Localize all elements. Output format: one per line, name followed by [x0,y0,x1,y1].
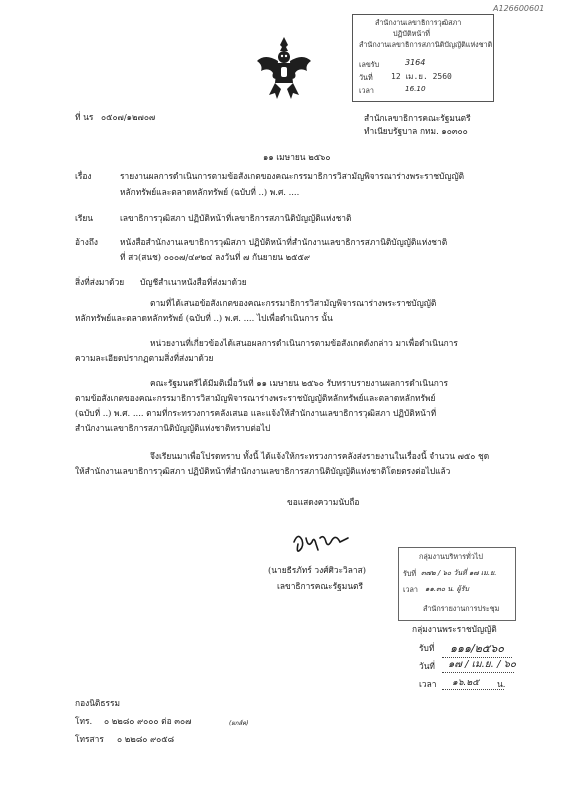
ref-label: ที่ นร [75,112,94,122]
garuda-emblem [255,35,313,103]
footer-phone-note: (ผกส์ค) [229,720,249,727]
stamp-line-2: ปฏิบัติหน้าที่ [393,29,431,38]
reference-line-2: ที่ สว(สนช) ๐๐๐๗/๔๙๒๔ ลงวันที่ ๗ กันยายน ๒๕๕๙ [120,252,310,262]
stamp-bottom-date-text: ๑๗ / เม.ย. / ๖๐ [442,657,514,673]
paragraph-1-line-2: หลักทรัพย์และตลาดหลักทรัพย์ (ฉบับที่ ..) พ.ศ. .... ไปเพื่อดำเนินการ นั้น [75,313,333,323]
paragraph-3 [75,376,448,436]
paragraph-4-line-1: จึงเรียนมาเพื่อโปรดทราบ ทั้งนี้ ได้แจ้งให้กระทรวงการคลังส่งรายงานในเรื่องนี้ จำนวน ๗๕๐ ชุด [150,451,490,461]
receiving-stamp-middle [398,547,516,621]
stamp-time-value: 16.10 [405,84,426,93]
stamp-mid-recv-value: ๓๗๒ / ๖๐ วันที่ ๑๗ เม.ย. [421,569,497,577]
paragraph-4 [75,449,489,479]
stamp-no-value: 3164 [405,58,426,67]
receiving-stamp-top [352,14,494,102]
sender-address: ทำเนียบรัฐบาล กทม. ๑๐๓๐๐ [364,126,468,136]
paragraph-2 [75,336,458,366]
stamp-bottom-time-text: ๑๖.๒๕ [442,675,504,690]
closing-regards: ขอแสดงความนับถือ [287,497,360,507]
ref-number: ๐๕๐๗/๑๒๗๐๗ [101,112,156,122]
stamp-bottom-date-value [442,657,514,673]
paragraph-4-line-2: ให้สำนักงานเลขาธิการวุฒิสภา ปฏิบัติหน้าที่สำนักงานเลขาธิการสภานิติบัญญัติแห่งชาติโดยตรงต่อไปแล้ว [75,466,451,476]
subject-line-2: หลักทรัพย์และตลาดหลักทรัพย์ (ฉบับที่ ..) พ.ศ. .... [120,187,300,197]
paragraph-3-line-1: คณะรัฐมนตรีได้มีมติเมื่อวันที่ ๑๑ เมษายน ๒๕๖๐ รับทราบรายงานผลการดำเนินการ [150,378,448,388]
enclosure-value: บัญชีสำเนาหนังสือที่ส่งมาด้วย [140,277,247,287]
stamp-mid-time-value: ๑๑.๓๐ น. ผู้รับ [425,585,469,593]
enclosure-label: สิ่งที่ส่งมาด้วย [75,277,125,287]
stamp-time-label: เวลา [359,86,374,95]
sender-office: สำนักเลขาธิการคณะรัฐมนตรี [364,113,471,123]
stamp-bottom-time-label: เวลา [419,679,437,689]
signatory-position: เลขาธิการคณะรัฐมนตรี [277,581,363,591]
document-id: A126600601 [493,4,545,13]
reference-line-1: หนังสือสำนักงานเลขาธิการวุฒิสภา ปฏิบัติหน้าที่สำนักงานเลขาธิการสภานิติบัญญัติแห่งชาติ [120,237,448,247]
stamp-mid-time-label: เวลา [403,585,418,594]
subject-line-1: รายงานผลการดำเนินการตามข้อสังเกตของคณะกรรมาธิการวิสามัญพิจารณาร่างพระราชบัญญัติ [120,171,465,181]
stamp-mid-recv-label: รับที่ [403,569,417,578]
footer-fax-value: ๐ ๒๒๘๐ ๙๐๕๘ [117,734,175,744]
footer-phone-value: ๐ ๒๒๘๐ ๙๐๐๐ ต่อ ๓๐๗ [104,716,192,726]
stamp-no-label: เลขรับ [359,60,380,69]
stamp-mid-line-4: สำนักรายงานการประชุม [423,604,500,613]
stamp-bottom-recv-text: ๑๑๑/๒๕๖๐ [442,639,512,658]
paragraph-3-line-2: ตามข้อสังเกตของคณะกรรมาธิการวิสามัญพิจารณาร่างพระราชบัญญัติหลักทรัพย์และตลาดหลักทรัพย์ [75,393,436,403]
stamp-line-3: สำนักงานเลขาธิการสภานิติบัญญัติแห่งชาติ [359,40,493,49]
stamp-bottom-time-value [442,675,504,690]
paragraph-2-line-2: ความละเอียดปรากฏตามสิ่งที่ส่งมาด้วย [75,353,214,363]
stamp-mid-line-1: กลุ่มงานบริหารทั่วไป [419,552,483,561]
stamp-date-label: วันที่ [359,73,373,82]
subject-label: เรื่อง [75,171,92,181]
letter-date: ๑๑ เมษายน ๒๕๖๐ [263,152,331,162]
paragraph-3-line-3: (ฉบับที่ ..) พ.ศ. .... ตามที่กระทรวงการคลังเสนอ และแจ้งให้สำนักงานเลขาธิการวุฒิสภา ปฏิบัติหน้าที่ [75,408,437,418]
paragraph-2-line-1: หน่วยงานที่เกี่ยวข้องได้เสนอผลการดำเนินการตามข้อสังเกตดังกล่าว มาเพื่อดำเนินการ [150,338,458,348]
stamp-bottom-title: กลุ่มงานพระราชบัญญัติ [412,624,497,634]
to-label: เรียน [75,213,93,223]
stamp-date-value: 12 เม.ย. 2560 [391,72,452,81]
reference-label: อ้างถึง [75,237,98,247]
footer-phone-label: โทร. [75,716,93,726]
stamp-bottom-recv-label: รับที่ [419,643,435,653]
stamp-bottom-recv-value [442,639,512,658]
paragraph-1 [75,296,436,326]
stamp-bottom-date-label: วันที่ [419,661,435,671]
footer-fax-label: โทรสาร [75,734,104,744]
footer-department: กองนิติธรรม [75,698,120,708]
paragraph-3-line-4: สำนักงานเลขาธิการสภานิติบัญญัติแห่งชาติทราบต่อไป [75,423,271,433]
stamp-bottom-time-suffix: น. [497,679,506,689]
paragraph-1-line-1: ตามที่ได้เสนอข้อสังเกตของคณะกรรมาธิการวิสามัญพิจารณาร่างพระราชบัญญัติ [150,298,437,308]
to-value: เลขาธิการวุฒิสภา ปฏิบัติหน้าที่เลขาธิการสภานิติบัญญัติแห่งชาติ [120,213,352,223]
signatory-name: (นายธีรภัทร์ วงศ์ศิวะวิลาส) [268,565,366,575]
stamp-line-1: สำนักงานเลขาธิการวุฒิสภา [375,18,462,27]
signature [290,528,352,558]
